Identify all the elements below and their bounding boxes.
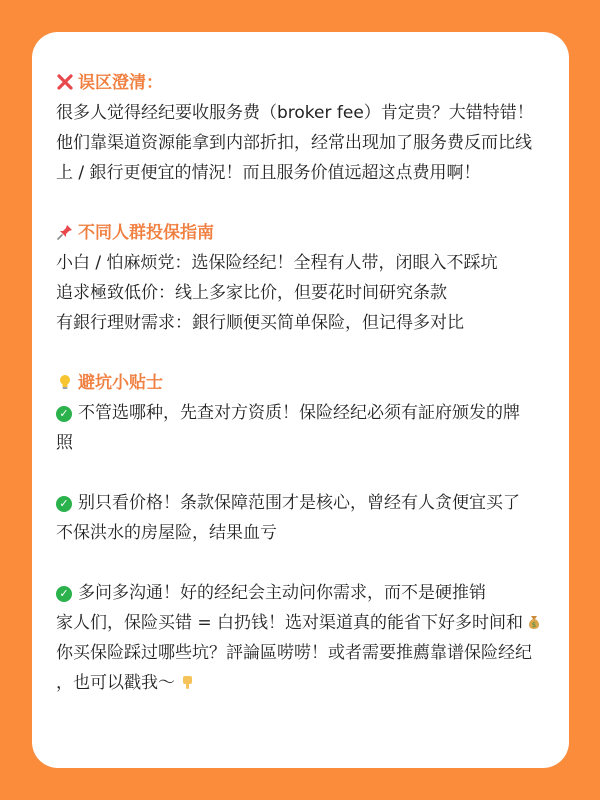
section-title-misconception <box>56 68 545 98</box>
paragraph-line: 上 / 銀行更便宜的情況！而且服务价值远超这点费用啊！ <box>56 163 481 183</box>
tip-line: 照 <box>56 433 73 453</box>
tip-line: 不保洪水的房屋险，结果血亏 <box>56 523 277 543</box>
light-bulb-icon <box>56 373 74 391</box>
tip-line <box>56 398 545 428</box>
paragraph-line: 他们靠渠道资源能拿到内部折扣，经常出现加了服务费反而比线 <box>56 133 532 153</box>
closing-line: 你买保险踩过哪些坑？評論區唠唠！或者需要推薦靠谱保险经纪 <box>56 643 532 663</box>
tip-text: 不管选哪种，先查对方资质！保险经纪必须有証府颁发的牌 <box>78 403 520 423</box>
closing-line <box>56 668 545 698</box>
section-title-text: 不同人群投保指南 <box>78 223 214 243</box>
section-title-text: 避坑小贴士 <box>78 373 163 393</box>
pushpin-icon <box>56 223 74 241</box>
closing-line <box>56 608 545 638</box>
paragraph-line: 很多人觉得经纪要收服务费（broker fee）肯定贵？大错特错！ <box>56 103 534 123</box>
tip-text: 多问多沟通！好的经纪会主动问你需求，而不是硬推销 <box>78 583 486 603</box>
closing-text: ，也可以戳我～ <box>56 673 175 693</box>
svg-text:$: $ <box>531 621 537 629</box>
paragraph-line: 追求極致低价：线上多家比价，但要花时间研究条款 <box>56 283 447 303</box>
tip-text: 别只看价格！条款保障范围才是核心，曾经有人贪便宜买了 <box>78 493 520 513</box>
paragraph-line: 小白 / 怕麻烦党：选保险经纪！全程有人带，闭眼入不踩坑 <box>56 253 498 273</box>
cross-mark-icon <box>56 73 74 91</box>
tip-line <box>56 578 545 608</box>
check-mark-icon: ✓ <box>56 496 72 512</box>
check-mark-icon: ✓ <box>56 406 72 422</box>
content-card <box>32 32 569 768</box>
paragraph-line: 有銀行理财需求：銀行顺便买简单保险，但记得多对比 <box>56 313 464 333</box>
check-mark-icon: ✓ <box>56 586 72 602</box>
closing-text: 家人们，保险买错 = 白扔钱！选对渠道真的能省下好多时间和 <box>56 613 524 633</box>
section-title-tips <box>56 368 545 398</box>
section-title-guide <box>56 218 545 248</box>
section-title-text: 误区澄清： <box>78 73 163 93</box>
money-bag-icon <box>525 613 543 631</box>
tip-line <box>56 488 545 518</box>
backhand-pointing-down-icon <box>179 673 197 691</box>
